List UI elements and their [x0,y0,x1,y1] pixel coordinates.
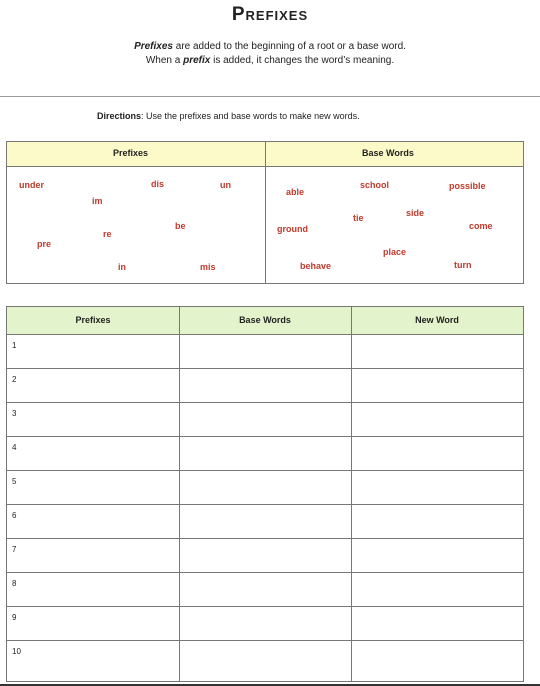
prefix-word: un [220,180,231,190]
base-word-cell[interactable] [179,505,351,538]
base-word: place [383,247,407,257]
base-word-cell[interactable] [179,403,351,436]
new-word-cell[interactable] [351,505,523,538]
intro-line2-rest: is added, it changes the word’s meaning. [210,55,395,66]
table-row [7,437,523,471]
prefix-cell[interactable] [7,573,179,606]
page-title: Prefixes [231,4,309,25]
row-number: 9 [12,613,17,622]
row-number: 2 [12,375,17,384]
intro-line1: are added to the beginning of a root or a base word. [172,41,406,52]
base-word-cell[interactable] [179,607,351,640]
base-word-cell[interactable] [179,573,351,606]
row-number: 1 [12,341,17,350]
directions [97,111,360,121]
base-word: behave [300,261,332,271]
divider-top [0,96,540,97]
base-word: come [469,221,493,231]
word-bank-prefixes-title: Prefixes [113,148,149,158]
table-row [7,505,523,539]
new-word-cell[interactable] [351,641,523,674]
intro-line2-start: When a [145,55,184,66]
table-row [7,573,523,607]
table-row [7,641,523,675]
prefix-word: re [103,229,112,239]
new-word-cell[interactable] [351,335,523,368]
base-word: ground [277,224,308,234]
prefix-cell[interactable] [7,539,179,572]
word-bank-divider [265,142,266,283]
row-number: 10 [12,647,21,656]
row-number: 7 [12,545,17,554]
row-number: 3 [12,409,17,418]
prefix-word: in [118,262,126,272]
prefix-cell[interactable] [7,403,179,436]
table-row [7,471,523,505]
base-word-cell[interactable] [179,539,351,572]
new-word-cell[interactable] [351,369,523,402]
base-word-cell[interactable] [179,437,351,470]
prefix-word: pre [37,239,52,249]
base-word-cell[interactable] [179,641,351,674]
prefix-cell[interactable] [7,471,179,504]
word-bank-table [6,141,524,284]
base-word: school [360,180,390,190]
table-row [7,539,523,573]
prefix-cell[interactable] [7,607,179,640]
header-new-word: New Word [415,315,459,325]
prefix-cell[interactable] [7,437,179,470]
row-number: 5 [12,477,17,486]
header-base-words: Base Words [239,315,291,325]
header-prefixes: Prefixes [75,315,111,325]
table-row [7,369,523,403]
new-word-cell[interactable] [351,539,523,572]
base-word-cell[interactable] [179,369,351,402]
directions-text: : Use the prefixes and base words to make new words. [141,111,360,121]
directions-label: Directions [97,111,142,121]
prefix-word: mis [200,262,216,272]
base-word: possible [449,181,486,191]
table-row [7,607,523,641]
new-word-cell[interactable] [351,471,523,504]
prefix-word: be [175,221,186,231]
row-number: 4 [12,443,17,452]
table-row [7,335,523,369]
new-word-cell[interactable] [351,403,523,436]
prefix-cell[interactable] [7,641,179,674]
base-word: turn [454,260,472,270]
prefix-word: dis [151,179,165,189]
row-number: 6 [12,511,17,520]
base-word-cell[interactable] [179,471,351,504]
prefix-cell[interactable] [7,369,179,402]
new-word-cell[interactable] [351,573,523,606]
prefix-word: under [19,180,45,190]
table-row [7,403,523,437]
base-word: able [286,187,305,197]
prefix-word: im [92,196,103,206]
prefix-cell[interactable] [7,335,179,368]
word-bank-base-words-title: Base Words [362,148,414,158]
new-word-cell[interactable] [351,607,523,640]
intro-term-prefixes: Prefixes [134,41,173,52]
prefix-cell[interactable] [7,505,179,538]
answer-table [6,306,524,682]
base-word: side [406,208,425,218]
intro-text [0,40,540,68]
base-word-cell[interactable] [179,335,351,368]
intro-term-prefix: prefix [183,55,211,66]
new-word-cell[interactable] [351,437,523,470]
base-word: tie [353,213,364,223]
row-number: 8 [12,579,17,588]
